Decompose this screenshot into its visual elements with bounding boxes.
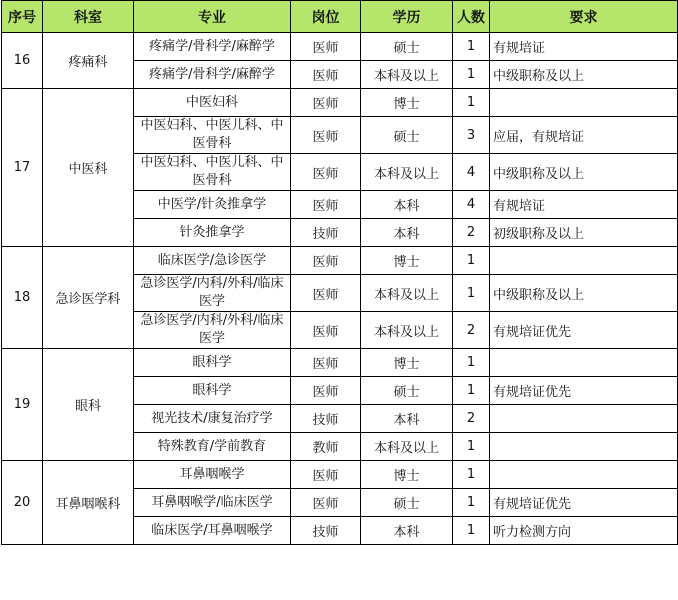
- cell-major: 中医学/针灸推拿学: [134, 191, 291, 219]
- cell-count: 1: [453, 489, 490, 517]
- cell-major: 临床医学/耳鼻咽喉学: [134, 517, 291, 545]
- header-dept: 科室: [43, 1, 134, 33]
- cell-major: 疼痛学/骨科学/麻醉学: [134, 61, 291, 89]
- cell-req: 应届，有规培证: [490, 117, 678, 154]
- table-row: [2, 349, 678, 377]
- cell-count: 1: [453, 461, 490, 489]
- cell-post: 医师: [291, 191, 361, 219]
- cell-count: 4: [453, 191, 490, 219]
- cell-req: 中级职称及以上: [490, 154, 678, 191]
- cell-edu: 本科及以上: [361, 154, 453, 191]
- cell-major: 急诊医学/内科/外科/临床医学: [134, 275, 291, 312]
- cell-major: 中医妇科、中医儿科、中医骨科: [134, 117, 291, 154]
- cell-major: 中医妇科、中医儿科、中医骨科: [134, 154, 291, 191]
- recruitment-table: [1, 0, 678, 545]
- cell-major: 急诊医学/内科/外科/临床医学: [134, 312, 291, 349]
- header-post: 岗位: [291, 1, 361, 33]
- cell-edu: 硕士: [361, 117, 453, 154]
- cell-major: 视光技术/康复治疗学: [134, 405, 291, 433]
- cell-edu: 本科及以上: [361, 61, 453, 89]
- cell-edu: 本科及以上: [361, 312, 453, 349]
- cell-req: 中级职称及以上: [490, 61, 678, 89]
- cell-count: 1: [453, 377, 490, 405]
- cell-major: 耳鼻咽喉学/临床医学: [134, 489, 291, 517]
- row-no: 19: [2, 349, 43, 461]
- row-dept: 中医科: [43, 89, 134, 247]
- cell-edu: 本科: [361, 405, 453, 433]
- cell-count: 1: [453, 433, 490, 461]
- cell-edu: 博士: [361, 461, 453, 489]
- row-no: 20: [2, 461, 43, 545]
- cell-req: [490, 349, 678, 377]
- cell-edu: 博士: [361, 247, 453, 275]
- cell-post: 技师: [291, 219, 361, 247]
- cell-edu: 硕士: [361, 377, 453, 405]
- cell-major: 中医妇科: [134, 89, 291, 117]
- cell-post: 医师: [291, 117, 361, 154]
- cell-edu: 本科: [361, 191, 453, 219]
- cell-count: 2: [453, 405, 490, 433]
- table-row: [2, 247, 678, 275]
- row-dept: 眼科: [43, 349, 134, 461]
- cell-major: 眼科学: [134, 377, 291, 405]
- cell-edu: 本科: [361, 517, 453, 545]
- cell-req: [490, 433, 678, 461]
- cell-req: [490, 247, 678, 275]
- cell-edu: 硕士: [361, 33, 453, 61]
- cell-post: 技师: [291, 405, 361, 433]
- cell-count: 1: [453, 517, 490, 545]
- cell-post: 医师: [291, 489, 361, 517]
- cell-post: 技师: [291, 517, 361, 545]
- cell-edu: 博士: [361, 349, 453, 377]
- cell-edu: 本科及以上: [361, 433, 453, 461]
- row-no: 18: [2, 247, 43, 349]
- header-row: [2, 1, 678, 33]
- table-row: [2, 89, 678, 117]
- cell-req: 有规培证优先: [490, 312, 678, 349]
- cell-req: [490, 405, 678, 433]
- cell-major: 眼科学: [134, 349, 291, 377]
- cell-req: 有规培证: [490, 33, 678, 61]
- cell-post: 医师: [291, 377, 361, 405]
- cell-count: 3: [453, 117, 490, 154]
- row-dept: 疼痛科: [43, 33, 134, 89]
- cell-count: 2: [453, 219, 490, 247]
- header-no: 序号: [2, 1, 43, 33]
- cell-edu: 硕士: [361, 489, 453, 517]
- cell-count: 4: [453, 154, 490, 191]
- row-dept: 耳鼻咽喉科: [43, 461, 134, 545]
- cell-req: 听力检测方向: [490, 517, 678, 545]
- header-count: 人数: [453, 1, 490, 33]
- cell-edu: 博士: [361, 89, 453, 117]
- cell-major: 临床医学/急诊医学: [134, 247, 291, 275]
- cell-major: 针灸推拿学: [134, 219, 291, 247]
- cell-req: [490, 461, 678, 489]
- cell-count: 2: [453, 312, 490, 349]
- cell-post: 医师: [291, 154, 361, 191]
- cell-edu: 本科及以上: [361, 275, 453, 312]
- cell-count: 1: [453, 349, 490, 377]
- cell-post: 医师: [291, 33, 361, 61]
- cell-req: 初级职称及以上: [490, 219, 678, 247]
- header-req: 要求: [490, 1, 678, 33]
- cell-count: 1: [453, 33, 490, 61]
- cell-req: 有规培证优先: [490, 489, 678, 517]
- header-edu: 学历: [361, 1, 453, 33]
- cell-post: 医师: [291, 461, 361, 489]
- cell-major: 疼痛学/骨科学/麻醉学: [134, 33, 291, 61]
- cell-req: 有规培证优先: [490, 377, 678, 405]
- cell-count: 1: [453, 61, 490, 89]
- cell-req: 中级职称及以上: [490, 275, 678, 312]
- cell-post: 医师: [291, 312, 361, 349]
- cell-post: 教师: [291, 433, 361, 461]
- table-row: [2, 33, 678, 61]
- row-no: 17: [2, 89, 43, 247]
- cell-req: [490, 89, 678, 117]
- cell-count: 1: [453, 89, 490, 117]
- cell-count: 1: [453, 247, 490, 275]
- cell-post: 医师: [291, 89, 361, 117]
- header-major: 专业: [134, 1, 291, 33]
- table-row: [2, 461, 678, 489]
- cell-post: 医师: [291, 275, 361, 312]
- cell-edu: 本科: [361, 219, 453, 247]
- cell-post: 医师: [291, 349, 361, 377]
- cell-post: 医师: [291, 61, 361, 89]
- cell-major: 耳鼻咽喉学: [134, 461, 291, 489]
- row-dept: 急诊医学科: [43, 247, 134, 349]
- cell-post: 医师: [291, 247, 361, 275]
- cell-req: 有规培证: [490, 191, 678, 219]
- row-no: 16: [2, 33, 43, 89]
- cell-count: 1: [453, 275, 490, 312]
- cell-major: 特殊教育/学前教育: [134, 433, 291, 461]
